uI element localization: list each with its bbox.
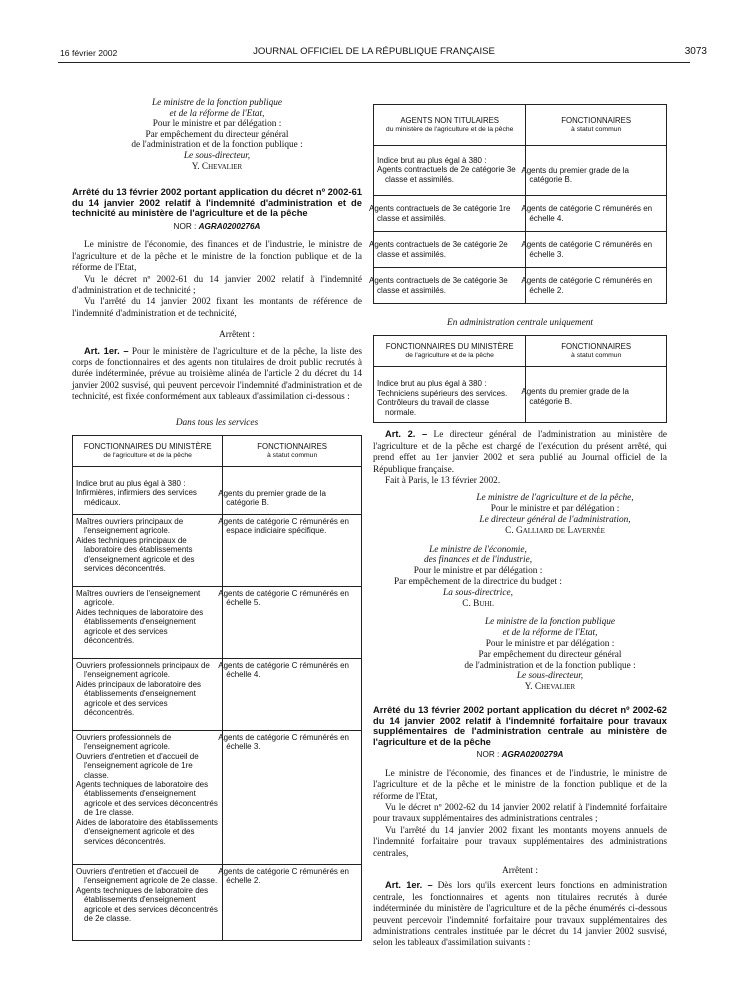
article-text: Dès lors qu'ils exercent leurs fonctions en administration centrale, les fonctionnaires et agents non titulaires recrutés à durée indéterminée du ministère de l'agriculture et de la pêche énumérés ci-dessous peuvent percevoir l'indemnité forfaitaire pour travaux supplémentaires des administrations centrales instituée par le décret du 14 janvier 2002 susvisé, selon les tableaux d'assimilation suivants : <box>373 881 667 949</box>
cell-line: Infirmières, infirmiers des services médicaux. <box>76 488 197 507</box>
column-header <box>526 336 667 367</box>
signature-line: Pour le ministre et par délégation : <box>152 119 282 130</box>
left-column <box>72 98 362 941</box>
non-titulaires-table <box>369 104 667 304</box>
nor-label: NOR : <box>173 221 197 231</box>
table-caption: En administration centrale uniquement <box>447 318 593 328</box>
table-header-row <box>374 105 667 146</box>
table-cell: Agents de catégorie C rémunérés en échelle 5. <box>223 587 362 659</box>
table-cell <box>73 731 223 865</box>
table-cell: Agents de catégorie C rémunérés en échelle 4. <box>223 659 362 731</box>
signature-line: Le ministre de l'agriculture et de la pêche, <box>476 493 634 504</box>
cell-line: Ouvriers d'entretien et d'accueil de l'enseignement agricole de 1re classe. <box>76 751 199 780</box>
column-header-title: FONCTIONNAIRES <box>561 342 632 351</box>
cell-line: Agents contractuels de 2e catégorie 3e classe et assimilés. <box>377 165 516 184</box>
signature-line: Par empêchement de la directrice du budget : <box>393 577 563 588</box>
signature-line: Le sous-directeur, <box>516 671 584 682</box>
column-header <box>374 336 526 367</box>
column-header-title: FONCTIONNAIRES <box>257 441 327 451</box>
nor-reference <box>72 221 362 232</box>
decree-title: Arrêté du 13 février 2002 portant application du décret nº 2002-62 du 14 janvier 2002 relatif à l'indemnité forfaitaire pour travaux supplémentaires de l'administration centrale au ministère de l'agriculture et de la pêche <box>373 703 667 747</box>
paragraph: Vu l'arrêté du 14 janvier 2002 fixant les montants de référence de l'indemnité d'administration et de technicité, <box>72 297 362 319</box>
signature-line: Pour le ministre et par délégation : <box>490 504 620 515</box>
table-cell <box>73 467 223 515</box>
table-cell: Agents de catégorie C rémunérés en espace indiciaire spécifique. <box>223 515 362 587</box>
column-header-subtitle: de l'agriculture et de la pêche <box>103 452 192 460</box>
table-row <box>73 865 362 941</box>
table-cell <box>374 367 526 423</box>
table-cell <box>374 146 526 196</box>
column-header-title: FONCTIONNAIRES DU MINISTÈRE <box>385 342 514 351</box>
article-text: Pour le ministère de l'agriculture et de la pêche, la liste des corps de fonctionnaires et des agents non titulaires de droit public recrutés à durée indéterminée, prévue au troisième alinéa de l'article 2 du décret du 14 janvier 2002 susvisé, qui peuvent percevoir l'indemnité d'administration et de technicité, est fixée conformément aux tableaux d'assimilation ci-dessous : <box>72 346 362 403</box>
cell-line: Maîtres ouvriers de l'enseignement agricole. <box>76 589 201 608</box>
article-label: Art. 2. – <box>385 429 428 440</box>
signature-line: Par empêchement du directeur général <box>478 649 622 660</box>
table-row <box>73 515 362 587</box>
signature-block <box>72 98 362 172</box>
page-header <box>0 46 748 60</box>
table-row <box>374 268 667 304</box>
signature-line: Pour le ministre et par délégation : <box>485 639 615 649</box>
table-row <box>374 196 667 232</box>
table-cell: Agents contractuels de 3e catégorie 2e classe et assimilés. <box>374 232 526 268</box>
fait-a-paris: Fait à Paris, le 13 février 2002. <box>385 476 501 487</box>
column-header-subtitle: du ministère de l'agriculture et de la pêche <box>385 126 514 133</box>
signature-block <box>373 617 667 693</box>
cell-line: Maîtres ouvriers principaux de l'enseignement agricole. <box>76 517 184 536</box>
right-column <box>369 104 668 950</box>
article-1 <box>72 346 362 404</box>
cell-line: Indice brut au plus égal à 380 : <box>76 479 186 489</box>
signature-line: Par empêchement du directeur général <box>145 129 289 140</box>
nor-code: AGRA0200276A <box>198 221 261 231</box>
column-header-subtitle: de l'agriculture et de la pêche <box>405 352 494 360</box>
signature-line: Pour le ministre et par délégation : <box>413 566 543 577</box>
header-title: JOURNAL OFFICIEL DE LA RÉPUBLIQUE FRANÇAISE <box>253 46 495 57</box>
paragraph: Vu l'arrêté du 14 janvier 2002 fixant les montants moyens annuels de l'indemnité forfaitaire pour travaux supplémentaires des administrations centrales, <box>373 825 667 859</box>
table-cell: Agents contractuels de 3e catégorie 1re classe et assimilés. <box>374 196 526 232</box>
article-2 <box>373 429 667 476</box>
table-row <box>73 587 362 659</box>
cell-line: Ouvriers d'entretien et d'accueil de l'enseignement agricole de 2e classe. <box>76 867 218 886</box>
header-page-number: 3073 <box>684 46 707 57</box>
arretent: Arrêtent : <box>502 866 538 877</box>
signature-name: C. Galliard de Lavernée <box>505 525 605 536</box>
table-cell: Agents de catégorie C rémunérés en échelle 4. <box>526 196 667 232</box>
table-cell: Agents de catégorie C rémunérés en échelle 2. <box>223 865 362 941</box>
article-text: Le directeur général de l'administration au ministère de l'agriculture et de la pêche est chargé de l'exécution du présent arrêté, qui prend effet au 1er janvier 2002 et sera publié au Journal officiel de la République française. <box>373 430 668 475</box>
cell-line: Indice brut au plus égal à 380 : <box>377 379 487 389</box>
table-cell <box>73 659 223 731</box>
table-cell: Agents contractuels de 3e catégorie 3e classe et assimilés. <box>374 268 526 304</box>
column-header-subtitle: à statut commun <box>571 352 622 360</box>
column-header-title: FONCTIONNAIRES <box>561 115 632 125</box>
nor-code: AGRA0200279A <box>501 750 564 760</box>
table-row <box>374 146 667 196</box>
table-header-row <box>374 336 667 367</box>
header-rule <box>58 62 690 63</box>
column-header-subtitle: à statut commun <box>571 126 622 133</box>
cell-line: Techniciens supérieurs des services. <box>377 388 508 398</box>
cell-line: Ouvriers professionnels principaux de l'enseignement agricole. <box>76 661 210 680</box>
cell-line: Aides principaux de laboratoire des établissements d'enseignement agricole et des services déconcentrés. <box>76 679 201 718</box>
column-header-title: AGENTS NON TITULAIRES <box>400 115 499 125</box>
signature-line: Le ministre de la fonction publique <box>151 98 283 108</box>
table-row <box>73 731 362 865</box>
signature-line: de l'administration et de la fonction publique : <box>131 140 303 151</box>
column-header <box>526 105 667 146</box>
signature-line: et de la réforme de l'Etat, <box>169 108 265 119</box>
table-cell: Agents du premier grade de la catégorie B. <box>223 467 362 515</box>
signature-block <box>373 545 583 610</box>
signature-line: Le ministre de la fonction publique <box>484 617 616 628</box>
signature-name: Y. Chevalier <box>524 682 576 693</box>
nor-reference <box>373 749 667 760</box>
column-header <box>374 105 526 146</box>
column-header-title: FONCTIONNAIRES DU MINISTÈRE <box>83 441 212 451</box>
decree-title: Arrêté du 13 février 2002 portant application du décret nº 2002-61 du 14 janvier 2002 relatif à l'indemnité d'administration et de technicité au ministère de l'agriculture et de la pêche <box>72 186 362 219</box>
table-row <box>374 367 667 423</box>
signature-name: Y. Chevalier <box>191 161 243 172</box>
column-header-subtitle: à statut commun <box>267 452 318 460</box>
article-label: Art. 1er. – <box>84 345 129 356</box>
table-cell <box>73 587 223 659</box>
table-cell: Agents du premier grade de la catégorie B. <box>526 367 667 423</box>
cell-line: Indice brut au plus égal à 380 : <box>377 156 487 165</box>
signature-line: Le ministre de l'économie, <box>429 544 527 555</box>
cell-line: Aides de laboratoire des établissements d'enseignement agricole et des services déconcentrés. <box>76 817 218 846</box>
signature-line: et de la réforme de l'Etat, <box>502 628 598 639</box>
cell-line: Contrôleurs du travail de classe normale. <box>377 398 490 417</box>
table-caption: Dans tous les services <box>175 417 259 428</box>
table-cell <box>73 515 223 587</box>
column-header <box>73 436 223 467</box>
paragraph: Le ministre de l'économie, des finances et de l'industrie, le ministre de l'agriculture et de la pêche et le ministre de la fonction publique et de la réforme de l'Etat, <box>373 768 667 802</box>
signature-line: Le directeur général de l'administration, <box>479 515 631 526</box>
table-row <box>73 467 362 515</box>
cell-line: Aides techniques de laboratoire des établissements d'enseignement agricole et des services déconcentrés. <box>76 607 204 646</box>
paragraph: Le ministre de l'économie, des finances et de l'industrie, le ministre de l'agriculture et de la pêche et le ministre de la fonction publique et de la réforme de l'Etat, <box>72 240 362 274</box>
administration-centrale-table <box>373 335 667 423</box>
table-cell: Agents de catégorie C rémunérés en échelle 2. <box>526 268 667 304</box>
signature-line: La sous-directrice, <box>443 587 513 598</box>
table-cell: Agents de catégorie C rémunérés en échelle 3. <box>526 232 667 268</box>
table-row <box>374 232 667 268</box>
header-date: 16 février 2002 <box>60 48 118 58</box>
table-cell <box>73 865 223 941</box>
article-1 <box>373 880 667 949</box>
article-label: Art. 1er. – <box>385 880 433 891</box>
assimilation-table <box>72 435 362 941</box>
nor-label: NOR : <box>476 750 500 760</box>
paragraph: Vu le décret nº 2002-62 du 14 janvier 2002 relatif à l'indemnité forfaitaire pour travaux supplémentaires des administrations centrales ; <box>373 802 667 825</box>
cell-line: Agents techniques de laboratoire des établissements d'enseignement agricole et des services déconcentrés de 2e classe. <box>76 885 218 924</box>
cell-line: Agents techniques de laboratoire des établissements d'enseignement agricole et des services déconcentrés de 1re classe. <box>76 780 218 818</box>
paragraph: Vu le décret nº 2002-61 du 14 janvier 2002 relatif à l'indemnité d'administration et de technicité ; <box>72 274 362 296</box>
cell-line: Aides techniques principaux de laboratoire des établissements d'enseignement agricole et des services déconcentrés. <box>76 535 195 574</box>
signature-name: C. Buhl <box>462 598 494 609</box>
signature-line: Le sous-directeur, <box>183 150 251 161</box>
signature-line: des finances et de l'industrie, <box>423 555 533 566</box>
signature-block <box>373 493 667 536</box>
cell-line: Ouvriers professionnels de l'enseignement agricole. <box>76 733 172 752</box>
table-cell: Agents de catégorie C rémunérés en échelle 3. <box>223 731 362 865</box>
signature-line: de l'administration et de la fonction publique : <box>464 660 636 671</box>
table-cell: Agents du premier grade de la catégorie B. <box>526 146 667 196</box>
table-row <box>73 659 362 731</box>
arretent: Arrêtent : <box>219 330 255 341</box>
table-header-row <box>73 436 362 467</box>
column-header <box>223 436 362 467</box>
